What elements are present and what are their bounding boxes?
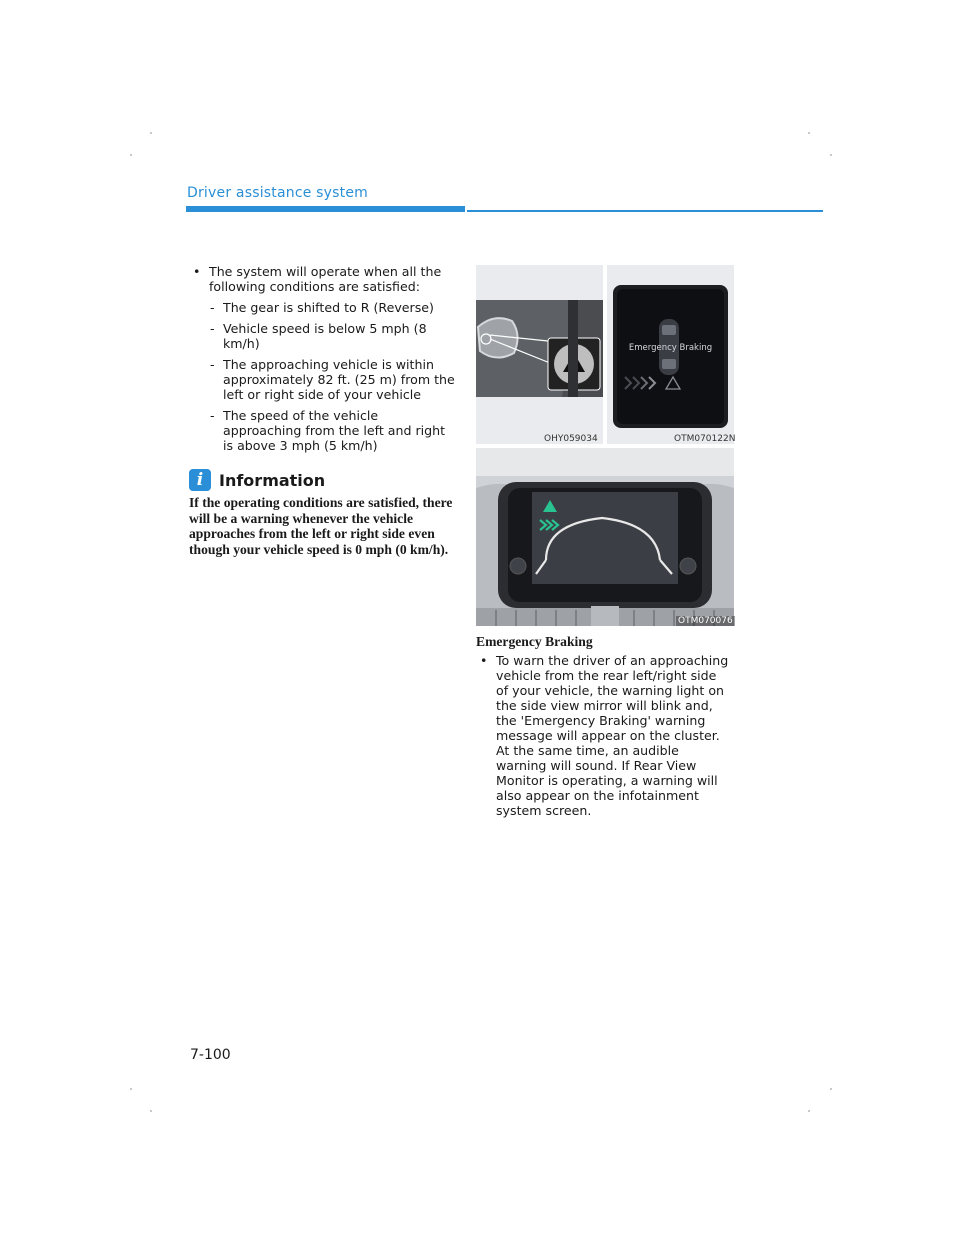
page-number: 7-100 (190, 1047, 231, 1063)
infotainment-illustration (476, 448, 734, 626)
crop-mark (830, 1088, 832, 1090)
operating-conditions (189, 264, 459, 459)
cluster-figure (607, 265, 734, 444)
condition-item: - The gear is shifted to R (Reverse) (189, 300, 459, 315)
emergency-braking-text (476, 653, 732, 824)
header-rule-thin (467, 210, 823, 212)
crop-mark (150, 132, 152, 134)
condition-item: - The speed of the vehicle approaching from the left and right is above 3 mph (5 km/h) (189, 408, 459, 453)
condition-item: - Vehicle speed is below 5 mph (8 km/h) (189, 321, 459, 351)
crop-mark (830, 154, 832, 156)
crop-mark (150, 1110, 152, 1112)
section-title: Driver assistance system (187, 185, 368, 201)
emergency-braking-heading: Emergency Braking (476, 634, 593, 649)
crop-mark (130, 154, 132, 156)
conditions-intro: • The system will operate when all the following conditions are satisfied: (189, 264, 459, 294)
information-title: Information (219, 470, 326, 490)
infotainment-figure (476, 448, 734, 626)
side-mirror-illustration (476, 265, 603, 444)
condition-item: - The approaching vehicle is within approximately 82 ft. (25 m) from the left or right side of your vehicle (189, 357, 459, 402)
header-rule-thick (186, 206, 465, 212)
figure-code: OHY059034 (544, 434, 598, 444)
crop-mark (808, 132, 810, 134)
cluster-illustration (607, 265, 734, 444)
crop-mark (808, 1110, 810, 1112)
cluster-message: Emergency Braking (628, 343, 713, 353)
emergency-braking-bullet: • To warn the driver of an approaching vehicle from the rear left/right side of your vehicle, the warning light on the side view mirror will blink and, the 'Emergency Braking' warning message will appear on the cluster. At the same time, an audible warning will sound. If Rear View Monitor is operating, a warning will also appear on the infotainment system screen. (476, 653, 732, 818)
crop-mark (130, 1088, 132, 1090)
figure-code: OTM070076 (678, 616, 733, 626)
figure-code: OTM070122N (674, 434, 736, 444)
information-heading (189, 468, 325, 492)
side-mirror-figure (476, 265, 603, 444)
information-body: If the operating conditions are satisfied, there will be a warning whenever the vehicle approaches from the left or right side even though your vehicle speed is 0 mph (0 km/h). (189, 495, 453, 557)
info-icon: i (189, 469, 211, 491)
